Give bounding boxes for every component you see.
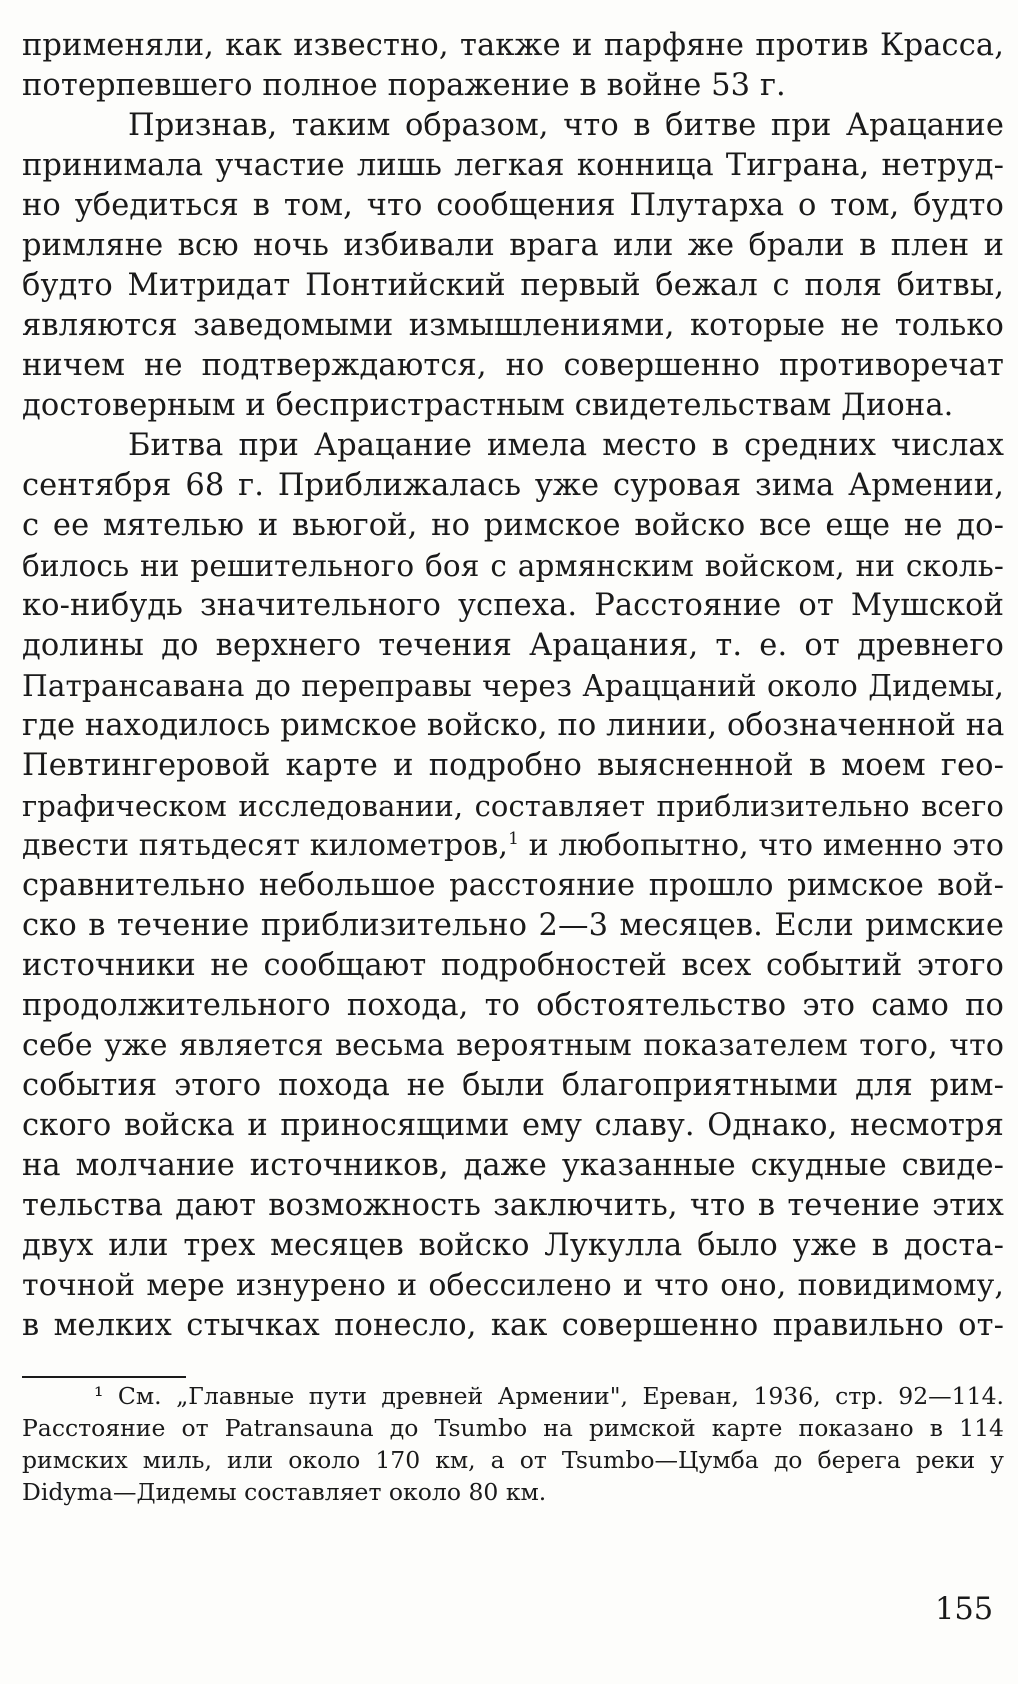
footnote-text: См. „Главные пути древней Армении", Ереван, 1936, стр. 92—114. [103,1382,1004,1410]
text-line: где находилось римское войско, по линии, обозначенной на [22,708,1005,743]
text-line: себе уже является весьма вероятным показателем того, что [22,1028,1004,1063]
text-line: долины до верхнего течения Арацания, т. е. от древнего [22,628,1004,663]
text-line: Битва при Арацание имела место в средних числах [128,428,1004,463]
footnote-line: Расстояние от Patransauna до Tsumbo на римской карте показано в 114 [22,1414,1004,1442]
text-line: сентября 68 г. Приближалась уже суровая зима Армении, [22,468,1004,503]
text-line: события этого похода не были благоприятными для рим- [22,1068,1004,1103]
text-line: ничем не подтверждаются, но совершенно противоречат [22,348,1004,383]
text-line: ско в течение приблизительно 2—3 месяцев. Если римские [22,908,1004,943]
text-line: на молчание источников, даже указанные скудные свиде- [22,1148,1004,1183]
text-segment: двести пятьдесят километров, [22,828,509,863]
footnote-line: римских миль, или около 170 км, а от Tsumbo—Цумба до берега реки у [22,1446,1004,1474]
text-line: применяли, как известно, также и парфяне против Красса, [22,28,1004,63]
text-line: ко-нибудь значительного успеха. Расстояние от Мушской [22,588,1004,623]
text-line: с ее мятелью и вьюгой, но римское войско все еще не до- [22,508,1004,543]
footnote [22,1380,1004,1508]
text-line: ского войска и приносящими ему славу. Однако, несмотря [22,1108,1004,1143]
text-line: сравнительно небольшое расстояние прошло римское вой- [22,868,1004,903]
text-line: точной мере изнурено и обессилено и что оно, повидимому, [22,1268,1004,1303]
text-line: двух или трех месяцев войско Лукулла было уже в доста- [22,1228,1004,1263]
text-line: принимала участие лишь легкая конница Тиграна, нетруд- [22,148,1004,183]
text-line: будто Митридат Понтийский первый бежал с поля битвы, [22,268,1004,303]
footnote-line: Didyma—Дидемы составляет около 80 км. [22,1478,547,1506]
footnote-divider [22,1376,186,1378]
text-line: являются заведомыми измышлениями, которые не только [22,308,1004,343]
footnote-reference[interactable]: 1 [508,829,519,849]
text-line: билось ни решительного боя с армянским войском, ни сколь- [22,549,1004,583]
text-line: в мелких стычках понесло, как совершенно правильно от- [22,1308,1004,1343]
text-line: достоверным и беспристрастным свидетельствам Диона. [22,388,954,423]
text-segment: и любопытно, что именно это [518,828,1004,863]
text-line: потерпевшего полное поражение в войне 53 г. [22,68,786,103]
text-line: продолжительного похода, то обстоятельство это само по [22,988,1004,1023]
text-line: римляне всю ночь избивали врага или же брали в плен и [22,228,1004,263]
text-line: Патрансавана до переправы через Араццаний около Дидемы, [22,669,1004,703]
page-number: 155 [935,1592,994,1627]
text-line: графическом исследовании, составляет приблизительно всего [22,789,1004,823]
text-line-with-footnote-ref [22,826,1004,866]
footnote-marker: ¹ [94,1382,104,1410]
main-text [22,26,1004,1346]
text-line: источники не сообщают подробностей всех событий этого [22,948,1004,983]
text-line: но убедиться в том, что сообщения Плутарха о том, будто [22,188,1004,223]
text-line: Признав, таким образом, что в битве при Арацание [128,108,1004,143]
text-line: тельства дают возможность заключить, что в течение этих [22,1188,1004,1223]
footnote-line [22,1380,1004,1412]
text-line: Певтингеровой карте и подробно выясненной в моем гео- [22,748,1004,783]
